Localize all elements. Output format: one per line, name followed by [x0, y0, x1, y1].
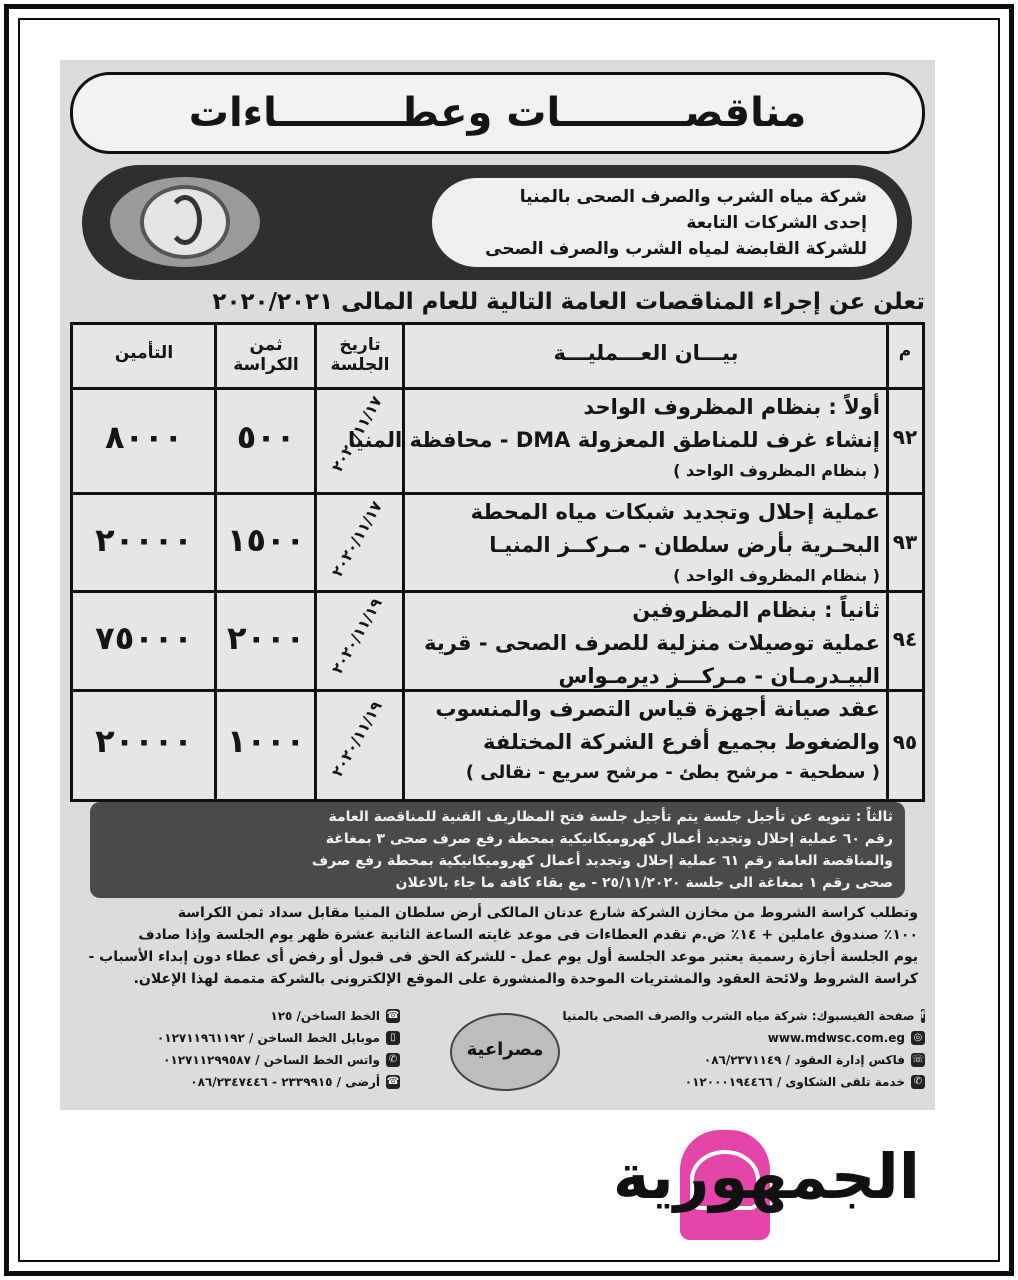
contact-text: واتس الخط الساخن / ٠١٢٧١١٢٩٩٥٨٧ [163, 1053, 380, 1067]
insurance-amount: ٢٠٠٠٠ [95, 521, 193, 559]
description-line: أولاً : بنظام المظروف الواحد [583, 395, 880, 419]
notice-line: والمناقصة العامة رقم ٦١ عملية إحلال وتجديد أعمال كهروميكانيكية بمحطة رفع صرف [311, 853, 893, 869]
contact-text: خدمة تلقى الشكاوى / ٠١٢٠٠٠١٩٤٤٦٦ [684, 1075, 905, 1089]
header-booklet-price: ثمن الكراسة [233, 335, 299, 375]
row-divider [73, 492, 922, 495]
website-link[interactable]: www.mdwsc.com.eg [767, 1031, 905, 1045]
description-line: ثانياً : بنظام المظروفين [632, 598, 880, 622]
column-divider [886, 325, 889, 799]
row-index: ٩٣ [892, 530, 918, 554]
header-index: م [898, 341, 912, 361]
company-logo [110, 177, 260, 267]
description-line: البحـرية بأرض سلطان - مـركــز المنيـا [489, 533, 880, 557]
contact-row [562, 1005, 925, 1027]
terms-line: وتطلب كراسة الشروط من مخازن الشركة شارع عدنان المالكى أرض سلطان المنيا مقابل سداد ثمن الكراسة [177, 905, 918, 921]
section-title: مناقصـــــــــات وعطـــــــــاءات [188, 90, 807, 136]
booklet-price: ٥٠٠ [236, 418, 296, 456]
terms-line: ١٠٠٪ صندوق عاملين + ١٤٪ ض.م تقدم العطاءات فى موعد غايته الساعة الثانية عشرة ظهر يوم الجلسة وإذا صادف [138, 927, 918, 943]
tenders-table [70, 322, 925, 802]
globe-icon: ◎ [911, 1031, 925, 1045]
landline-icon: ☎ [386, 1076, 400, 1087]
session-date: ٢٠٢٠/١١/١٧ [328, 498, 386, 580]
notice-line: ثالثاً : تنويه عن تأجيل جلسة يتم تأجيل جلسة فتح المظاريف الفنية للمناقصة العامة [328, 809, 893, 825]
booklet-price: ١٥٠٠ [226, 521, 306, 559]
header-session-date: تاريخ الجلسة [330, 335, 390, 375]
newspaper-logo [612, 1130, 920, 1230]
contact-row [595, 1049, 925, 1071]
description-line: إنشاء غرف للمناطق المعزولة DMA - محافظة المنيا [348, 428, 880, 452]
contact-text: فاكس إدارة العقود / ٠٨٦/٢٣٧١١٤٩ [703, 1053, 905, 1067]
header-description: بيـــان العـــمليـــة [553, 341, 739, 365]
contact-text: الخط الساخن/ ١٢٥ [270, 1009, 380, 1023]
header-insurance: التأمين [114, 343, 174, 363]
company-affiliation: إحدى الشركات التابعة [686, 213, 867, 233]
insurance-amount: ٢٠٠٠٠ [95, 722, 193, 760]
row-index: ٩٢ [892, 425, 918, 449]
contact-column-right [562, 1005, 925, 1093]
row-description [410, 496, 880, 590]
notice-line: رقم ٦٠ عملية إحلال وتجديد أعمال كهروميكانيكية بمحطة رفع صرف صحى ٣ بمغاغة [325, 831, 893, 847]
insurance-amount: ٧٥٠٠٠ [95, 619, 193, 657]
row-index: ٩٤ [892, 627, 918, 651]
row-index: ٩٥ [892, 730, 918, 754]
company-header [82, 165, 912, 280]
ad-clipping [60, 60, 935, 1110]
contact-text: موبايل الخط الساخن / ٠١٢٧١١٩٦١١٩٢ [156, 1031, 380, 1045]
booklet-price: ٢٠٠٠ [226, 619, 306, 657]
logo-drop-icon [168, 195, 202, 245]
description-line: ( بنظام المظروف الواحد ) [673, 461, 880, 480]
emblem-text: مصراعية [466, 1039, 544, 1060]
session-date: ٢٠٢٠/١١/١٧ [328, 393, 386, 475]
contact-row [595, 1027, 925, 1049]
row-description [410, 693, 880, 787]
contact-text: أرضى / ٢٣٣٩٩١٥ - ٠٨٦/٢٣٤٧٤٤٦ [190, 1075, 380, 1089]
row-divider [73, 387, 922, 390]
booklet-price: ١٠٠٠ [226, 722, 306, 760]
description-line: عملية توصيلات منزلية للصرف الصحى - قرية [424, 631, 880, 655]
section-title-banner [70, 72, 925, 154]
contact-footer [70, 1005, 925, 1100]
contact-column-left [70, 1005, 400, 1093]
contact-row [595, 1071, 925, 1093]
company-name-block [432, 178, 897, 267]
description-line: عقد صيانة أجهزة قياس التصرف والمنسوب [435, 697, 880, 721]
mobile-icon: ▯ [386, 1031, 400, 1045]
row-description [410, 594, 880, 693]
contact-row [70, 1005, 400, 1027]
phone-icon: ✆ [911, 1075, 925, 1089]
contact-row [70, 1027, 400, 1049]
row-divider [73, 590, 922, 593]
insurance-amount: ٨٠٠٠ [104, 418, 184, 456]
facebook-icon: f [920, 1010, 925, 1021]
session-date: ٢٠٢٠/١١/١٩ [328, 595, 386, 677]
contact-text: صفحة الفيسبوك: شركة مياه الشرب والصرف الصحى بالمنيا [562, 1009, 915, 1023]
terms-paragraph [78, 902, 918, 997]
contact-row [70, 1071, 400, 1093]
campaign-emblem [450, 1013, 560, 1091]
whatsapp-icon: ✆ [386, 1053, 400, 1067]
postponement-notice [90, 802, 905, 898]
terms-line: يوم الجلسة أجازة رسمية يعتبر موعد الجلسة أول يوم عمل - للشركة الحق فى قبول أو رفض أى عطاء دون إبداء الأسباب - [88, 949, 918, 965]
fax-icon: ☏ [911, 1054, 925, 1065]
description-line: عملية إحلال وتجديد شبكات مياه المحطة [470, 500, 880, 524]
announcement: تعلن عن إجراء المناقصات العامة التالية للعام المالى ٢٠٢٠/٢٠٢١ [212, 289, 925, 315]
contact-row [70, 1049, 400, 1071]
notice-line: صحى رقم ١ بمغاغة الى جلسة ٢٥/١١/٢٠٢٠ - مع بقاء كافة ما جاء بالاعلان [395, 875, 893, 891]
newspaper-name: الجمهورية [612, 1140, 920, 1213]
column-divider [314, 325, 317, 799]
description-line: والضغوط بجميع أفرع الشركة المختلفة [482, 730, 880, 754]
column-divider [214, 325, 217, 799]
session-date: ٢٠٢٠/١١/١٩ [328, 698, 386, 780]
terms-line: كراسة الشروط ولائحة العقود والمشتريات الموحدة والمنشورة على الموقع الإلكترونى بالشركة متممة لهذا الإعلان. [133, 971, 918, 987]
column-divider [402, 325, 405, 799]
holding-company: للشركة القابضة لمياه الشرب والصرف الصحى [485, 239, 867, 259]
description-line: البيـدرمـان - مـركـــز ديرمـواس [558, 664, 880, 688]
company-name: شركة مياه الشرب والصرف الصحى بالمنيا [519, 187, 867, 207]
description-line: ( بنظام المظروف الواحد ) [673, 566, 880, 585]
description-line: ( سطحية - مرشح بطئ - مرشح سريع - نقالى ) [465, 762, 880, 783]
hotline-icon: ☎ [386, 1010, 400, 1021]
